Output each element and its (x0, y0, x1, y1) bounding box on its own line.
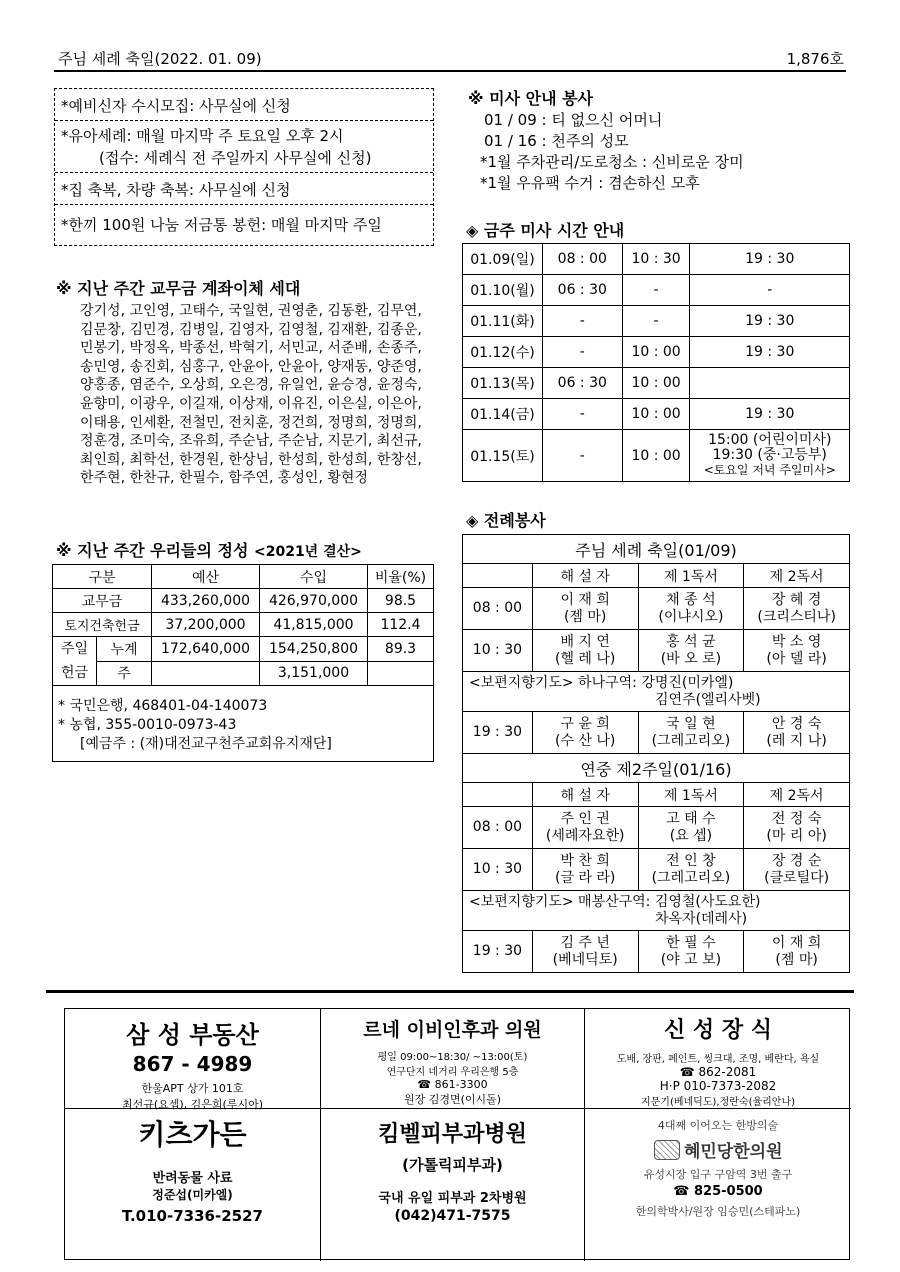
prayer-row (463, 891, 850, 931)
mass-slot: 06 : 30 (542, 275, 622, 306)
issue-number: 1,876호 (786, 50, 844, 68)
ad-phone: 867 - 4989 (132, 1052, 253, 1076)
ad-oriental-clinic (585, 1109, 851, 1261)
mass-slot: - (622, 306, 690, 337)
minister-name: 장 경 순 (771, 852, 822, 869)
budget-cell (152, 661, 260, 686)
liturgy-heading: 주님 세례 축일(01/09) (463, 535, 850, 564)
ad-line: 한의학박사/원장 임승민(스테파노) (635, 1205, 801, 1218)
row-label: 교무금 (53, 589, 152, 613)
mass-slot: 10 : 30 (622, 244, 690, 275)
ad-line: 지문기(베네딕도),정란숙(율리안나) (640, 1097, 796, 1108)
ad-title: 신 성 장 식 (664, 1018, 772, 1043)
minister-name: 전 정 숙 (771, 810, 822, 827)
ad-logo (585, 1137, 851, 1162)
slot-time: 19 : 30 (463, 712, 533, 754)
notice-text: *유아세례: 매월 마지막 주 토요일 오후 2시 (61, 127, 344, 145)
minister-saint: (레 지 나) (766, 732, 827, 749)
bulletin-title: 주님 세례 축일(2022. 01. 09) (58, 50, 262, 68)
minister-cell (532, 931, 638, 973)
minister-saint: (헬 레 나) (554, 650, 616, 667)
liturgy-slot-row (463, 849, 850, 891)
income-cell: 3,151,000 (260, 661, 368, 686)
bank-owner: [예금주 : (재)대전교구천주교회유지재단] (80, 736, 332, 752)
bank-line: * 농협, 355-0010-0973-43 (58, 717, 237, 733)
mass-slot: - (542, 399, 622, 430)
minister-cell (638, 849, 744, 891)
mass-time-row (463, 306, 850, 337)
ad-line: 원장 김경면(이시돌) (403, 1093, 502, 1106)
liturgy-slot-row (463, 588, 850, 630)
service-line: 01 / 16 : 천주의 성모 (484, 132, 629, 150)
ad-title: 킴벨피부과병원 (378, 1122, 527, 1147)
minister-cell (744, 630, 850, 672)
mass-slot: 19 : 30 (690, 399, 850, 430)
slot-time: 10 : 30 (463, 849, 533, 891)
bank-line: * 국민은행, 468401-04-140073 (58, 698, 268, 714)
mass-slot: 10 : 00 (622, 368, 690, 399)
mass-slot: 10 : 00 (622, 430, 690, 482)
minister-saint: (글 라 라) (554, 869, 616, 886)
minister-name: 국 일 현 (666, 715, 716, 732)
sunday-offering-label (53, 637, 97, 686)
minister-saint: (야 고 보) (660, 951, 722, 968)
minister-saint: (수 산 나) (554, 732, 616, 749)
minister-cell (532, 712, 638, 754)
col-header: 비율(%) (368, 565, 434, 589)
minister-name: 고 태 수 (666, 810, 716, 827)
sat-line: <토요일 저녁 주일미사> (703, 463, 836, 477)
minister-name: 주 인 권 (560, 810, 610, 827)
minister-name: 채 종 석 (666, 591, 716, 608)
minister-cell (638, 588, 744, 630)
mass-date: 01.13(목) (463, 368, 543, 399)
ad-line: 한울APT 상가 101호 (141, 1082, 244, 1095)
minister-cell (638, 807, 744, 849)
givers-title: ※ 지난 주간 교무금 계좌이체 세대 (56, 279, 301, 298)
liturgy-heading-row (463, 535, 850, 564)
income-cell: 426,970,000 (260, 589, 368, 613)
col-header: 제 2독서 (744, 783, 850, 807)
blank-cell (463, 564, 533, 588)
ratio-cell: 112.4 (368, 613, 434, 637)
ad-line: 국내 유일 피부과 2차병원 (378, 1191, 527, 1206)
mass-slot: - (542, 430, 622, 482)
minister-cell (532, 588, 638, 630)
minister-name: 박 찬 희 (560, 852, 610, 869)
minister-name: 홍 석 균 (666, 633, 716, 650)
minister-saint: (베네딕토) (552, 951, 618, 968)
ad-line: 반려동물 사료 (152, 1171, 233, 1186)
offering-table (52, 564, 434, 686)
service-line: 01 / 09 : 티 없으신 어머니 (484, 111, 663, 129)
minister-cell (744, 931, 850, 973)
notice-blessing (55, 173, 433, 205)
liturgy-col-header-row (463, 564, 850, 588)
mass-times-table (462, 243, 850, 482)
slot-time: 19 : 30 (463, 931, 533, 973)
offering-title-text: ※ 지난 주간 우리들의 정성 (56, 541, 249, 560)
income-cell: 154,250,800 (260, 637, 368, 662)
liturgy-title: ◈ 전례봉사 (466, 511, 546, 530)
liturgy-slot-row (463, 931, 850, 973)
ad-phone: (042)471-7575 (394, 1208, 511, 1224)
minister-name: 장 혜 경 (771, 591, 822, 608)
prayer-line: <보편지향기도> 하나구역: 강명진(미카엘) (469, 674, 734, 691)
mass-slot: 06 : 30 (542, 368, 622, 399)
mass-date: 01.12(수) (463, 337, 543, 368)
mass-slot: 10 : 00 (622, 337, 690, 368)
ad-realestate (65, 1009, 321, 1109)
notice-infant-baptism (55, 121, 433, 173)
minister-name: 배 지 연 (560, 633, 610, 650)
notice-savings (55, 205, 433, 245)
givers-names: 강기성, 고인영, 고태수, 국일현, 권영춘, 김동환, 김무연, 김문창, 김민경, 김병일, 김영자, 김영철, 김재환, 김종운, 민봉기, 박정옥, 박종선, 박혁기, 서민교, 서준배, 손종주, 송민영, 송진회, 심홍구, 안윤아, 안윤아, 양재동, 양준영, 양홍종, 염준수, 오상희, 오은경, 유일언, 윤승경, 윤정숙, 윤향미, 이광우, 이길재, 이상재, 이유진, 이은실, 이은아, 이태용, 인세환, 전철민, 전치훈, 정건희, 정명희, 정명희, 정훈경, 조미숙, 조유희, 주순남, 주순남, 지문기, 최선규, 최인희, 최학선, 한경원, 한상님, 한성희, 한성희, 한창선, 한주현, 한찬규, 한필수, 함주연, 홍성인, 황현정 (80, 303, 422, 487)
ads-box (64, 1008, 850, 1260)
notice-text: *예비신자 수시모집: 사무실에 신청 (61, 97, 291, 115)
liturgy-slot-row (463, 807, 850, 849)
ad-phone: T.010-7336-2527 (122, 1207, 263, 1225)
col-header: 예산 (152, 565, 260, 589)
ad-title: 르네 이비인후과 의원 (363, 1019, 542, 1041)
minister-cell (744, 712, 850, 754)
ad-line: 정준섭(미카엘) (152, 1188, 233, 1202)
liturgy-table (462, 534, 850, 973)
label-text: 주일 (60, 641, 89, 657)
label-text: 헌금 (60, 665, 89, 681)
mass-slot: 19 : 30 (690, 244, 850, 275)
ad-line: ☎ 862-2081 (679, 1065, 757, 1079)
mass-times-title: ◈ 금주 미사 시간 안내 (466, 221, 625, 240)
ad-title: 혜민당한의원 (683, 1142, 783, 1162)
minister-saint: (아 델 라) (766, 650, 827, 667)
mass-slot-saturday (690, 430, 850, 482)
ad-line: 최선규(요셉), 김은희(루시아) (121, 1098, 264, 1111)
ratio-cell: 89.3 (368, 637, 434, 662)
row-label: 주 (97, 661, 152, 686)
mass-slot: 19 : 30 (690, 306, 850, 337)
bank-accounts (58, 697, 332, 754)
mass-date: 01.14(금) (463, 399, 543, 430)
prayer-line: <보편지향기도> 매봉산구역: 김영철(사도요한) (469, 893, 761, 910)
budget-cell: 433,260,000 (152, 589, 260, 613)
minister-cell (744, 588, 850, 630)
notice-text: *집 축복, 차량 축복: 사무실에 신청 (61, 181, 291, 199)
service-line: *1월 우유팩 수거 : 겸손하신 모후 (480, 174, 700, 192)
budget-cell: 37,200,000 (152, 613, 260, 637)
ad-line: 유성시장 입구 구암역 3번 출구 (643, 1168, 793, 1181)
slot-time: 08 : 00 (463, 588, 533, 630)
mass-service-title: ※ 미사 안내 봉사 (468, 89, 594, 108)
slot-time: 10 : 30 (463, 630, 533, 672)
sat-line: 15:00 (어린이미사) (708, 432, 832, 448)
mass-slot (690, 368, 850, 399)
notice-catechumen (55, 89, 433, 121)
slot-time: 08 : 00 (463, 807, 533, 849)
mass-slot: 19 : 30 (690, 337, 850, 368)
minister-name: 김 주 년 (560, 934, 610, 951)
ad-interior (585, 1009, 851, 1109)
minister-saint: (클로틸다) (764, 869, 830, 886)
minister-saint: (크리스티나) (757, 608, 836, 625)
prayer-line: 김연주(엘리사벳) (655, 691, 761, 708)
minister-saint: (그레고리오) (651, 869, 731, 886)
mass-date: 01.15(토) (463, 430, 543, 482)
ad-line: 평일 09:00~18:30/ ~13:00(토) (377, 1052, 528, 1063)
col-header: 구분 (53, 565, 152, 589)
budget-cell: 172,640,000 (152, 637, 260, 662)
ad-petshop (65, 1109, 321, 1261)
minister-cell (532, 807, 638, 849)
ad-line: 도배, 장판, 페인트, 씽크대, 조명, 베란다, 욕실 (616, 1054, 820, 1065)
mass-date: 01.10(월) (463, 275, 543, 306)
col-header: 제 1독서 (638, 564, 744, 588)
prayer-cell (463, 672, 850, 712)
minister-saint: (요 셉) (669, 827, 713, 844)
minister-saint: (젬 마) (563, 608, 607, 625)
mass-date: 01.09(일) (463, 244, 543, 275)
minister-saint: (마 리 아) (766, 827, 827, 844)
ad-line: ☎ 861-3300 (417, 1078, 488, 1091)
minister-name: 박 소 영 (771, 633, 822, 650)
mass-slot: 08 : 00 (542, 244, 622, 275)
mass-time-row (463, 337, 850, 368)
mass-time-row (463, 244, 850, 275)
ad-ent-clinic (321, 1009, 585, 1109)
minister-cell (638, 931, 744, 973)
ad-phone: ☎ 825-0500 (673, 1184, 763, 1199)
minister-saint: (젬 마) (775, 951, 818, 968)
minister-cell (638, 630, 744, 672)
prayer-cell (463, 891, 850, 931)
liturgy-heading-row (463, 754, 850, 783)
minister-name: 한 필 수 (666, 934, 716, 951)
liturgy-slot-row (463, 712, 850, 754)
prayer-row (463, 672, 850, 712)
minister-name: 구 윤 희 (560, 715, 610, 732)
minister-cell (638, 712, 744, 754)
income-cell: 41,815,000 (260, 613, 368, 637)
minister-name: 이 재 희 (560, 591, 610, 608)
minister-saint: (그레고리오) (651, 732, 731, 749)
mass-slot: - (542, 337, 622, 368)
minister-name: 전 인 창 (666, 852, 716, 869)
ad-line: H·P 010-7373-2082 (659, 1079, 777, 1093)
mass-service-list (480, 110, 744, 194)
minister-cell (532, 849, 638, 891)
ad-line: (가톨릭피부과) (402, 1156, 503, 1174)
ratio-cell: 98.5 (368, 589, 434, 613)
minister-saint: (이냐시오) (658, 608, 724, 625)
col-header: 제 1독서 (638, 783, 744, 807)
col-header: 수입 (260, 565, 368, 589)
mass-time-row (463, 399, 850, 430)
notice-text: *한끼 100원 나눔 저금통 봉헌: 매월 마지막 주일 (61, 216, 382, 234)
mass-slot: - (542, 306, 622, 337)
mass-slot: - (622, 275, 690, 306)
liturgy-col-header-row (463, 783, 850, 807)
service-line: *1월 주차관리/도로청소 : 신비로운 장미 (480, 153, 744, 171)
col-header: 해 설 자 (532, 783, 638, 807)
notice-text: (접수: 세례식 전 주일까지 사무실에 신청) (99, 149, 372, 167)
minister-cell (744, 849, 850, 891)
ad-title: 키츠가든 (138, 1118, 247, 1151)
liturgy-heading: 연중 제2주일(01/16) (463, 754, 850, 783)
ads-separator (46, 990, 854, 993)
ad-line: 연구단지 네거리 우리은행 5층 (386, 1067, 519, 1078)
page-header (54, 44, 846, 72)
mass-time-row (463, 275, 850, 306)
minister-saint: (세례자요한) (545, 827, 625, 844)
ad-line: 4대째 이어오는 한방의술 (657, 1119, 779, 1132)
offering-subtitle: <2021년 결산> (253, 544, 362, 560)
mass-slot: 10 : 00 (622, 399, 690, 430)
offering-title (56, 538, 362, 561)
mass-date: 01.11(화) (463, 306, 543, 337)
blank-cell (463, 783, 533, 807)
mass-slot: - (690, 275, 850, 306)
liturgy-slot-row (463, 630, 850, 672)
minister-saint: (바 오 로) (660, 650, 722, 667)
sat-line: 19:30 (중·고등부) (712, 447, 827, 463)
notice-box (54, 88, 434, 246)
row-label: 누계 (97, 637, 152, 662)
ad-dermatology (321, 1109, 585, 1261)
minister-cell (532, 630, 638, 672)
minister-name: 안 경 숙 (771, 715, 822, 732)
col-header: 제 2독서 (744, 564, 850, 588)
prayer-line: 차옥자(데레사) (655, 910, 748, 927)
minister-name: 이 재 희 (771, 934, 822, 951)
mass-time-row (463, 368, 850, 399)
minister-cell (744, 807, 850, 849)
col-header: 해 설 자 (532, 564, 638, 588)
herb-box-icon (654, 1140, 680, 1160)
ad-title: 삼 성 부동산 (126, 1021, 259, 1049)
row-label: 토지건축헌금 (53, 613, 152, 637)
ratio-cell (368, 661, 434, 686)
